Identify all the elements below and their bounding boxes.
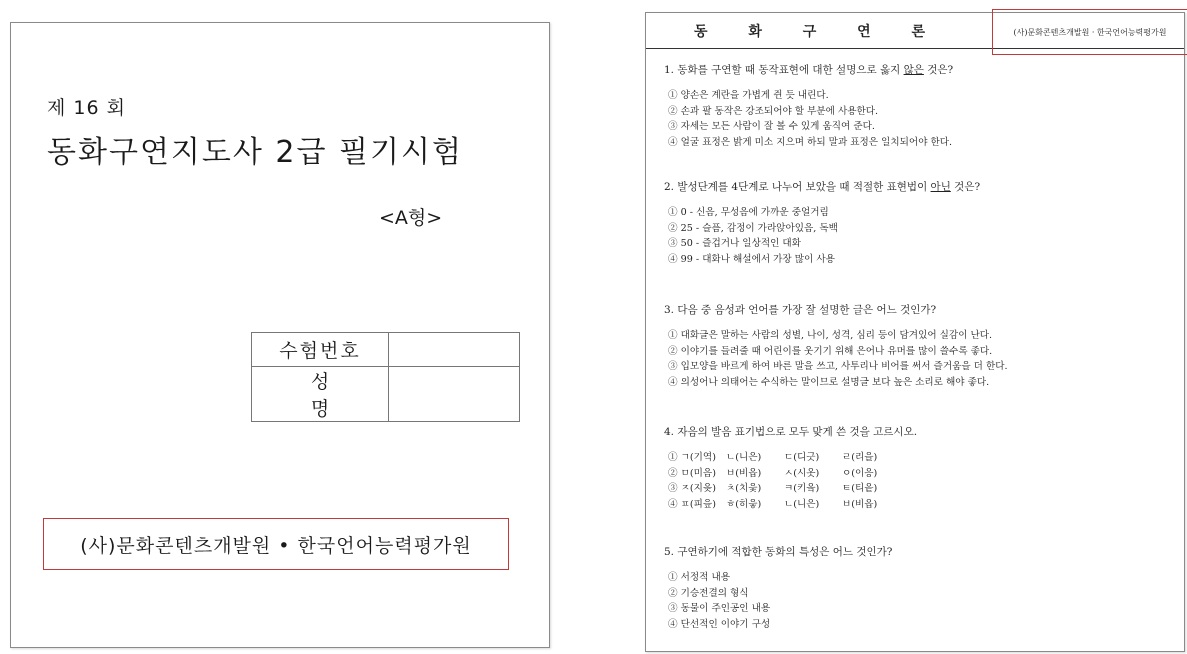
question-3-option[interactable]: ③ 입모양을 바르게 하여 바른 말을 쓰고, 사투리나 비어를 써서 즐거움을 더 한다. [668,361,1008,372]
exam-title: 동화구연지도사 2급 필기시험 [47,135,463,170]
question-5-option[interactable]: ① 서정적 내용 [668,572,731,583]
question-4-option-cell: ㅂ(비읍) [726,467,762,479]
question-4-option-cell: ㄹ(리을) [842,452,878,463]
question-1-option[interactable]: ② 손과 팔 동작은 강조되어야 할 부분에 사용한다. [668,105,879,117]
question-5-stem: 5. 구연하기에 적합한 동화의 특성은 어느 것인가? [664,546,893,558]
question-3-option[interactable]: ② 이야기를 들려줄 때 어린이를 웃기기 위해 은어나 유머를 많이 쓸수록 좋다. [668,345,993,357]
candidate-info-table [251,332,520,422]
question-4-option-cell[interactable]: ④ ㅍ(피읖) [668,498,716,510]
organization-name: (사)문화콘텐츠개발원 • 한국언어능력평가원 [80,534,472,557]
question-3-option[interactable]: ④ 의성어나 의태어는 수식하는 말이므로 설명글 보다 높은 소리로 해야 좋다. [668,376,990,388]
question-4-option-cell: ㅊ(치읓) [726,483,762,494]
question-4-option-grid [664,450,1179,512]
question-3 [664,303,1179,390]
question-2-underline: 아닌 [930,181,951,193]
question-page [645,12,1185,652]
question-4-option-cell: ㅌ(티읕) [842,483,878,494]
question-4-option-cell[interactable]: ② ㅁ(미음) [668,467,716,479]
question-page-header [646,13,1184,49]
question-5-option[interactable]: ③ 동물이 주인공인 내용 [668,603,771,614]
question-4-option-cell: ㅎ(히읗) [726,498,762,510]
question-4 [664,425,1179,512]
exam-round: 제 16 회 [47,97,126,119]
question-4-option-cell: ㄷ(디긋) [784,452,820,463]
question-3-option[interactable]: ① 대화글은 말하는 사람의 성별, 나이, 성격, 심리 등이 담겨있어 실감이 난다. [668,330,993,341]
question-2 [664,180,1179,267]
question-4-option-cell: ㅇ(이응) [842,467,878,479]
question-2-option[interactable]: ① 0 - 신음, 무성음에 가까운 중얼거림 [668,207,829,218]
exam-type: <A형> [379,207,443,229]
question-4-option-cell: ㅋ(키읔) [784,483,820,494]
question-4-option-cell: ㄴ(니은) [784,498,820,510]
header-organization-box [992,9,1187,55]
question-5-option[interactable]: ④ 단선적인 이야기 구성 [668,618,771,630]
question-1-underline: 않은 [903,64,924,76]
question-2-option[interactable]: ② 25 - 슬픔, 감정이 가라앉아있음, 독백 [668,222,838,234]
question-1-option[interactable]: ① 양손은 계란을 가볍게 쥔 듯 내린다. [668,90,829,101]
subject-title: 동 화 구 연 론 [693,24,944,40]
question-1-option[interactable]: ③ 자세는 모든 사람이 잘 볼 수 있게 움직여 준다. [668,121,875,132]
exam-cover-page [10,22,550,648]
question-5-option[interactable]: ② 기승전결의 형식 [668,587,749,599]
question-1-stem: 1. 동화를 구연할 때 동작표현에 대한 설명으로 옳지 않은 것은? [664,64,954,76]
name-field[interactable] [389,367,520,422]
exam-number-field[interactable] [389,333,520,367]
question-2-stem: 2. 발성단계를 4단계로 나누어 보았을 때 적절한 표현법이 아닌 것은? [664,181,981,193]
question-5 [664,545,1179,632]
question-1 [664,63,1179,150]
question-2-option[interactable]: ④ 99 - 대화나 해설에서 가장 많이 사용 [668,253,835,265]
question-4-stem: 4. 자음의 발음 표기법으로 모두 맞게 쓴 것을 고르시오. [664,426,918,438]
question-4-option-cell: ㄴ(니은) [726,452,762,463]
header-organization-name: (사)문화콘텐츠개발원 · 한국언어능력평가원 [1013,27,1167,37]
question-3-stem: 3. 다음 중 음성과 언어를 가장 잘 설명한 글은 어느 것인가? [664,304,937,316]
question-4-option-cell[interactable]: ① ㄱ(기역) [668,452,716,463]
organization-box [43,518,509,570]
question-4-option-cell: ㅂ(비읍) [842,498,878,510]
question-4-option-cell: ㅅ(시옷) [784,467,820,479]
question-4-option-cell[interactable]: ③ ㅈ(지읒) [668,483,716,494]
exam-number-label: 수험번호 [252,333,389,367]
question-1-option[interactable]: ④ 얼굴 표정은 밝게 미소 지으며 하되 말과 표정은 일치되어야 한다. [668,136,953,148]
question-2-option[interactable]: ③ 50 - 즐겁거나 일상적인 대화 [668,238,801,249]
name-label: 성 명 [252,367,389,422]
